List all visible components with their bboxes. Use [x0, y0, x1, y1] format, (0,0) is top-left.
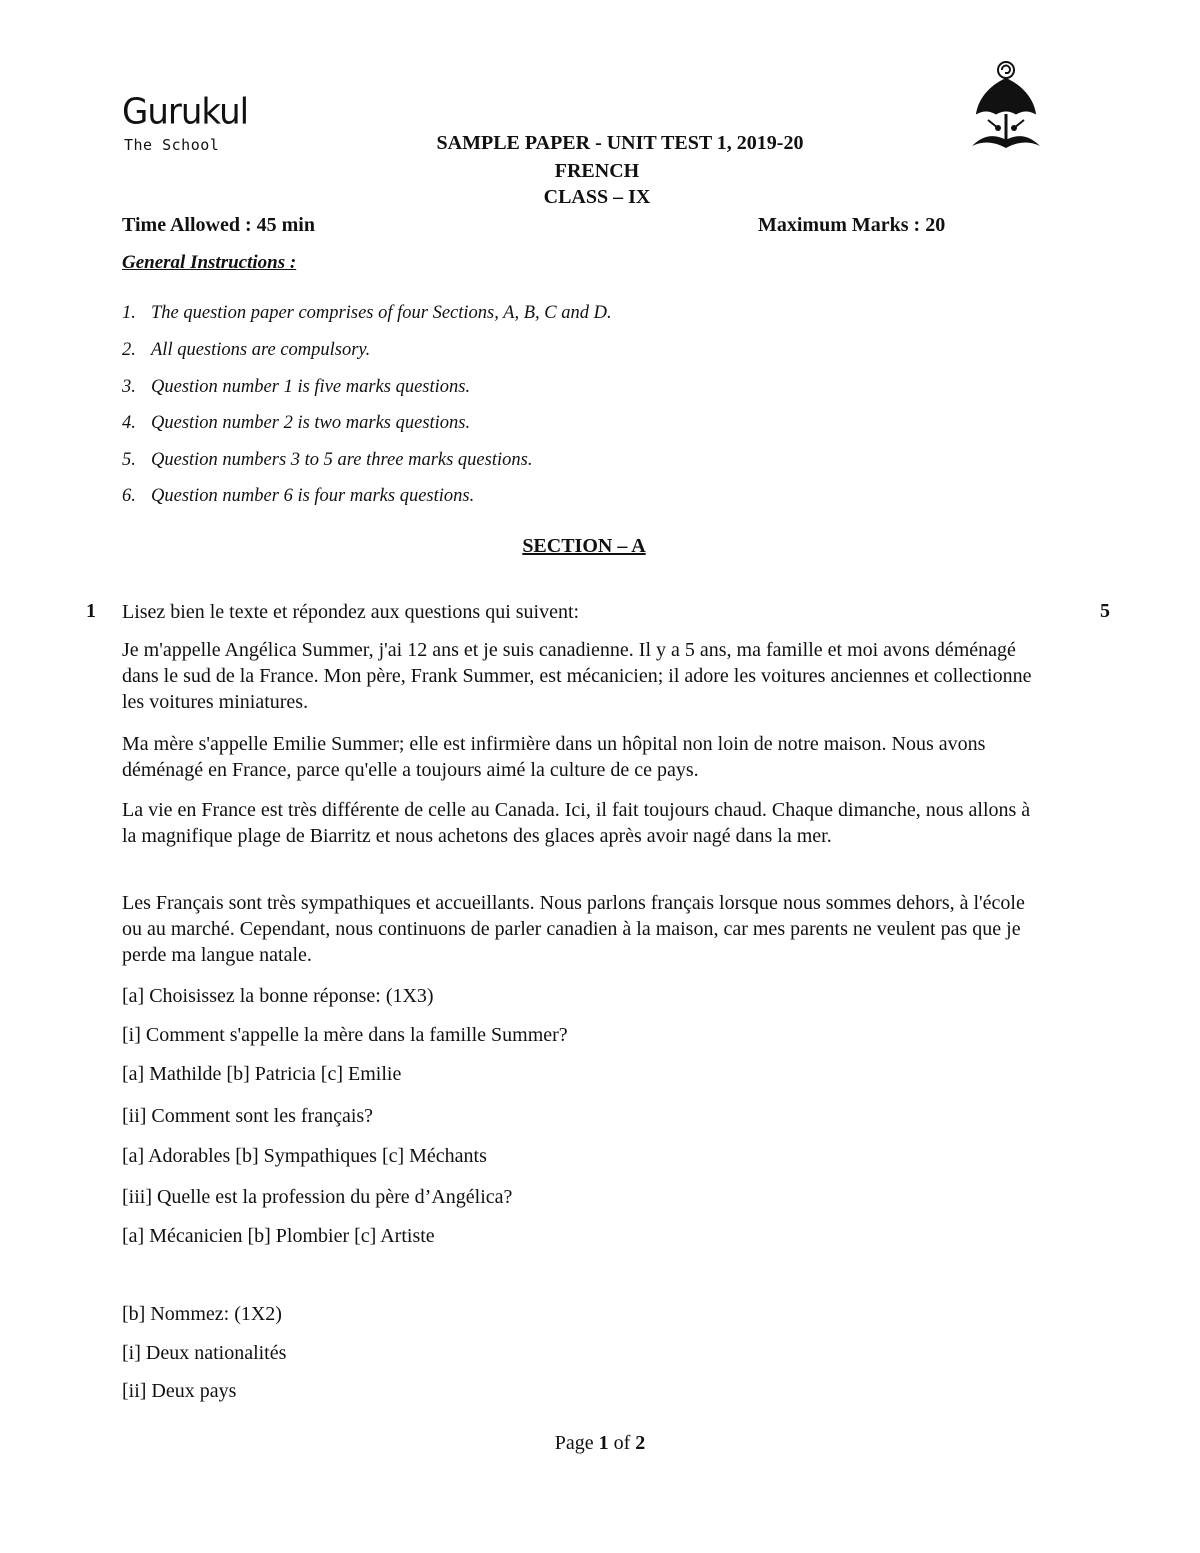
instruction-item: 4. Question number 2 is two marks questions.	[122, 413, 471, 433]
instruction-item: 1. The question paper comprises of four Sections, A, B, C and D.	[122, 303, 612, 323]
sub-question: [i] Deux nationalités	[122, 1342, 287, 1364]
answer-options: [a] Adorables [b] Sympathiques [c] Méchants	[122, 1145, 487, 1167]
page-number: Page 1 of 2	[554, 1432, 646, 1454]
instruction-item: 2. All questions are compulsory.	[122, 340, 371, 360]
passage-paragraph: La vie en France est très différente de celle au Canada. Ici, il fait toujours chaud. Chaque dimanche, nous allons à la magnifique plage de Biarritz et nous achetons des glaces après avoir nagé dans la mer.	[122, 799, 1031, 847]
school-emblem-icon	[968, 58, 1044, 154]
question-part-b-heading: [b] Nommez: (1X2)	[122, 1303, 282, 1325]
question-part-a-heading: [a] Choisissez la bonne réponse: (1X3)	[122, 985, 434, 1007]
paper-class: CLASS – IX	[543, 186, 651, 208]
sub-question: [i] Comment s'appelle la mère dans la famille Summer?	[122, 1024, 568, 1046]
time-allowed: Time Allowed : 45 min	[122, 214, 315, 236]
maximum-marks: Maximum Marks : 20	[758, 214, 946, 236]
general-instructions-heading: General Instructions :	[122, 252, 297, 273]
instruction-item: 5. Question numbers 3 to 5 are three marks questions.	[122, 450, 533, 470]
paper-title: SAMPLE PAPER - UNIT TEST 1, 2019-20	[436, 132, 804, 154]
passage-paragraph: Les Français sont très sympathiques et accueillants. Nous parlons français lorsque nous sommes dehors, à l'école ou au marché. Cependant, nous continuons de parler canadien à la maison, car mes parents ne veulent pas que je perde ma langue natale.	[122, 892, 1025, 966]
answer-options: [a] Mécanicien [b] Plombier [c] Artiste	[122, 1225, 435, 1247]
school-logo-tagline: The School	[124, 136, 220, 154]
question-number: 1	[86, 600, 96, 622]
question-marks: 5	[1100, 600, 1110, 622]
answer-options: [a] Mathilde [b] Patricia [c] Emilie	[122, 1063, 402, 1085]
passage-paragraph: Ma mère s'appelle Emilie Summer; elle est infirmière dans un hôpital non loin de notre maison. Nous avons déménagé en France, parce qu'elle a toujours aimé la culture de ce pays.	[122, 733, 986, 781]
question-prompt: Lisez bien le texte et répondez aux questions qui suivent:	[122, 601, 580, 623]
section-heading: SECTION – A	[522, 535, 646, 557]
sub-question: [iii] Quelle est la profession du père d’Angélica?	[122, 1186, 513, 1208]
passage-paragraph: Je m'appelle Angélica Summer, j'ai 12 ans et je suis canadienne. Il y a 5 ans, ma famille et moi avons déménagé dans le sud de la France. Mon père, Frank Summer, est mécanicien; il adore les voitures anciennes et collectionne les voitures miniatures.	[122, 639, 1032, 713]
school-logo-wordmark: Gurukul	[122, 91, 249, 133]
sub-question: [ii] Comment sont les français?	[122, 1105, 374, 1127]
instruction-item: 3. Question number 1 is five marks questions.	[122, 377, 471, 397]
sub-question: [ii] Deux pays	[122, 1380, 237, 1402]
instruction-item: 6. Question number 6 is four marks questions.	[122, 486, 475, 506]
paper-subject: FRENCH	[554, 160, 640, 182]
